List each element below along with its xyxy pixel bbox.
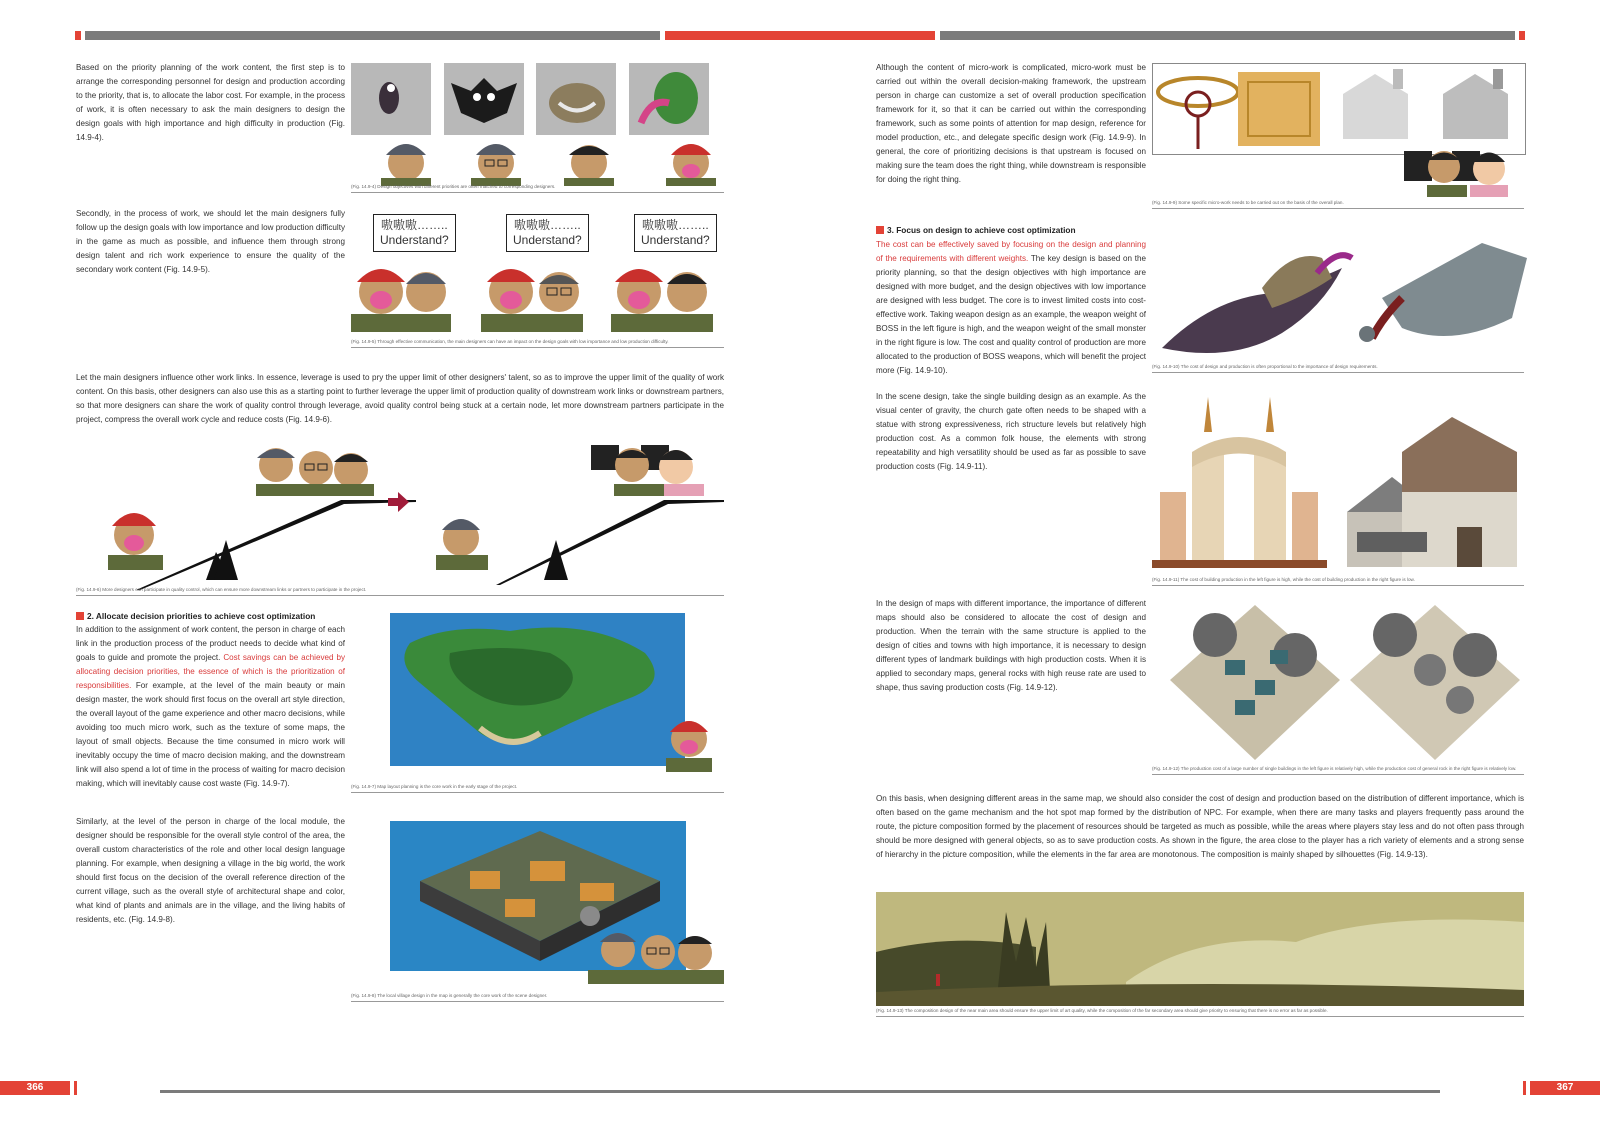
figure-14-9-4 — [351, 63, 724, 183]
top-bar-red-left — [75, 31, 81, 40]
heading-square-icon — [876, 226, 884, 234]
figure-14-9-9 — [1152, 63, 1526, 155]
right-paragraph-2: The cost can be effectively saved by focusing on the design and planning of the requirements with different weights. The key design is based on the priority planning, so that the design objectives with high importance are designed with more budget, and the design objectives with low importance are designed with less budget. The core is to invest limited costs into cost-effective work. Taking weapon design as an example, the weapon weight of BOSS in the left figure is high, and the weapon weight of the small monster in the right figure is low. The cost and quality control of production are more allocated to the production of BOSS weapons, which will benefit the project more (Fig. 14.9-10). — [876, 240, 1146, 375]
figure-14-9-11-buildings — [1152, 392, 1527, 577]
page-number-left: 366 — [0, 1081, 70, 1095]
designer-cartoons-row — [351, 63, 724, 183]
landscape-illustration — [876, 892, 1524, 1006]
caption-14-9-12: (Fig. 14.9-12) The production cost of a large number of single buildings in the left figure is relatively high, while the production cost of general rock in the right figure is relatively low. — [1152, 766, 1524, 775]
caption-14-9-7: (Fig. 14.9-7) Map layout planning is the core work in the early stage of the project. — [351, 784, 724, 793]
caption-14-9-10: (Fig. 14.9-10) The cost of design and production is often proportional to the importance of design requirements. — [1152, 364, 1524, 373]
micro-work-illustrations — [1153, 64, 1525, 154]
figure-14-9-7-designer-cartoon — [664, 714, 714, 774]
figure-14-9-13-panorama — [876, 892, 1524, 1006]
caption-14-9-5: (Fig. 14.9-5) Through effective communication, the main designers can have an impact on the design goals with low importance and low production difficulty. — [351, 339, 724, 348]
right-paragraph-1: Although the content of micro-work is complicated, micro-work must be carried out within the overall decision-making framework, the upstream person in charge can customize a set of overall production specification framework for it, so that it can be carried out within the corresponding framework, such as some points of attention for map design, reference for model production, etc., and delegate specific design work (Fig. 14.9-9). In general, the core of prioritizing decisions is that upstream is focused on making sure the team does the right thing, while downstream is responsible for doing the right thing. — [876, 63, 1146, 184]
top-bar-red-right — [1519, 31, 1525, 40]
caption-14-9-11: (Fig. 14.9-11) The cost of building production in the left figure is high, while the cost of building production in the right figure is low. — [1152, 577, 1524, 586]
right-paragraph-3: In the scene design, take the single building design as an example. As the visual center of gravity, the church gate often needs to be shaped with a statue with strong expressiveness, rich structure levels but relatively high production cost. As a common folk house, the elements with strong repeatability and high versatility should be used as far as possible to save production costs (Fig. 14.9-11). — [876, 392, 1146, 471]
right-paragraph-5: On this basis, when designing different areas in the same map, we should also consider the cost of design and production based on the distribution of different importance, which is often based on the game mechanism and the hot spot map formed by the distribution of NPC. For example, when there are many tasks and players frequently pass around the route, the picture composition formed by the placement of resources should be targeted as much as possible, while the areas where players stay less and do not often pass through should be more designed with general objects, so as to save production costs. As shown in the figure, the area close to the player has a rich variety of elements and a strong sense of hierarchy in the picture composition, while the elements in the far area are monotonous. The composition is mainly shaped by silhouettes (Fig. 14.9-13). — [876, 794, 1524, 859]
caption-14-9-9: (Fig. 14.9-9) Some specific micro-work needs to be carried out on the basis of the overall plan. — [1152, 200, 1524, 209]
section-heading-2: 2. Allocate decision priorities to achieve cost optimization — [76, 611, 315, 621]
footer-rule — [160, 1090, 1440, 1093]
top-bar-grey-left — [85, 31, 660, 40]
island-illustration — [390, 613, 685, 766]
figure-14-9-8-designer-cartoons — [578, 920, 728, 990]
caption-14-9-13: (Fig. 14.9-13) The composition design of the near main area should ensure the upper limit of art quality, while the composition of the far secondary area should give priority to ensuring that there is no error as far as possible. — [876, 1008, 1524, 1017]
figure-14-9-9-designer-cartoons — [1402, 145, 1512, 200]
top-bar-red-center — [665, 31, 935, 40]
speech-bubble-3: 嗷嗷嗷…….. Understand? — [634, 214, 717, 252]
speech-bubble-1: 嗷嗷嗷…….. Understand? — [373, 214, 456, 252]
caption-14-9-8: (Fig. 14.9-8) The local village design in the map is generally the core work of the scene designer. — [351, 993, 724, 1002]
communication-cartoons — [351, 212, 724, 337]
right-paragraph-4: In the design of maps with different importance, the importance of different maps should also be considered to allocate the cost of design and production. When the terrain with the same structure is applied to the design of cities and towns with high importance, it is necessary to design different types of landmark buildings with high production costs. When it is applied to secondary maps, general rocks with high reuse rate are used to shape, thus saving production costs (Fig. 14.9-12). — [876, 599, 1146, 692]
page-number-right: 367 — [1530, 1081, 1600, 1095]
speech-bubble-2: 嗷嗷嗷…….. Understand? — [506, 214, 589, 252]
caption-14-9-4: (Fig. 14.9-4) Design objectives with different priorities are often matched to corresponding designers. — [351, 184, 724, 193]
caption-14-9-6: (Fig. 14.9-6) More designers can participate in quality control, which can ensure more downstream links or partners to participate in the project. — [76, 587, 724, 596]
figure-14-9-6-leverage — [76, 440, 724, 590]
figure-14-9-7-map — [390, 613, 685, 766]
figure-14-9-12-maps — [1160, 600, 1530, 765]
top-bar-grey-right — [940, 31, 1515, 40]
left-paragraph-2: Secondly, in the process of work, we should let the main designers fully follow up the design goals with low importance and low production difficulty in the game as much as possible, and influence them through strong design talent and rich work experience to ensure the quality of the secondary work content (Fig. 14.9-5). — [76, 209, 345, 274]
left-paragraph-1: Based on the priority planning of the work content, the first step is to arrange the corresponding personnel for design and production according to the priority, that is, to allocate the labor cost. For example, in the process of work, it is often necessary to ask the main designers to design the design goals with high importance and high difficulty in production (Fig. 14.9-4). — [76, 63, 345, 142]
left-paragraph-5: Similarly, at the level of the person in charge of the local module, the designer should be responsible for the overall style control of the area, the overall custom characteristics of the role and other local design language planning. For example, when designing a village in the big world, the work should first focus on the decision of the overall reference direction of the current village, such as the overall style of architectural shape and color, what kind of plants and animals are in the village, and the living habits of residents, etc. (Fig. 14.9-8). — [76, 817, 345, 924]
footer-mark-right — [1523, 1081, 1526, 1095]
footer-mark-left — [74, 1081, 77, 1095]
heading-square-icon — [76, 612, 84, 620]
section-heading-3: 3. Focus on design to achieve cost optimization — [876, 225, 1076, 235]
left-paragraph-3: Let the main designers influence other work links. In essence, leverage is used to pry the upper limit of other designers' talent, so as to improve the upper limit of the quality of work content. On this basis, other designers can also use this as a starting point to further leverage the upper limit of production quality of downstream work links or downstream partners, so that more designers can share the work of quality control through leverage, avoid quality control being stuck at a certain node, let more downstream partners participate in the project, compress the overall work cycle and reduce costs (Fig. 14.9-6). — [76, 373, 724, 424]
figure-14-9-5 — [351, 212, 724, 337]
left-paragraph-4: In addition to the assignment of work content, the person in charge of each link in the production process of the product needs to decide what kind of goals to guide and promote the project. Cost savings can be achieved by allocating decision priorities, the essence of which is the prioritization of responsibilities. For example, at the level of the main beauty or main design master, the work should first focus on the overall art style direction, the overall layout of the game experience and other macro decisions, while avoiding too much micro work, such as the texture of some maps, the layout of small objects. Because the time consumed in micro work will inevitably occupy the time of macro decision making, and the downstream link will also spend a lot of time in the process of waiting for macro decision making, which will inevitably cause cost waste (Fig. 14.9-7). — [76, 625, 346, 788]
figure-14-9-10-weapons — [1152, 238, 1532, 363]
